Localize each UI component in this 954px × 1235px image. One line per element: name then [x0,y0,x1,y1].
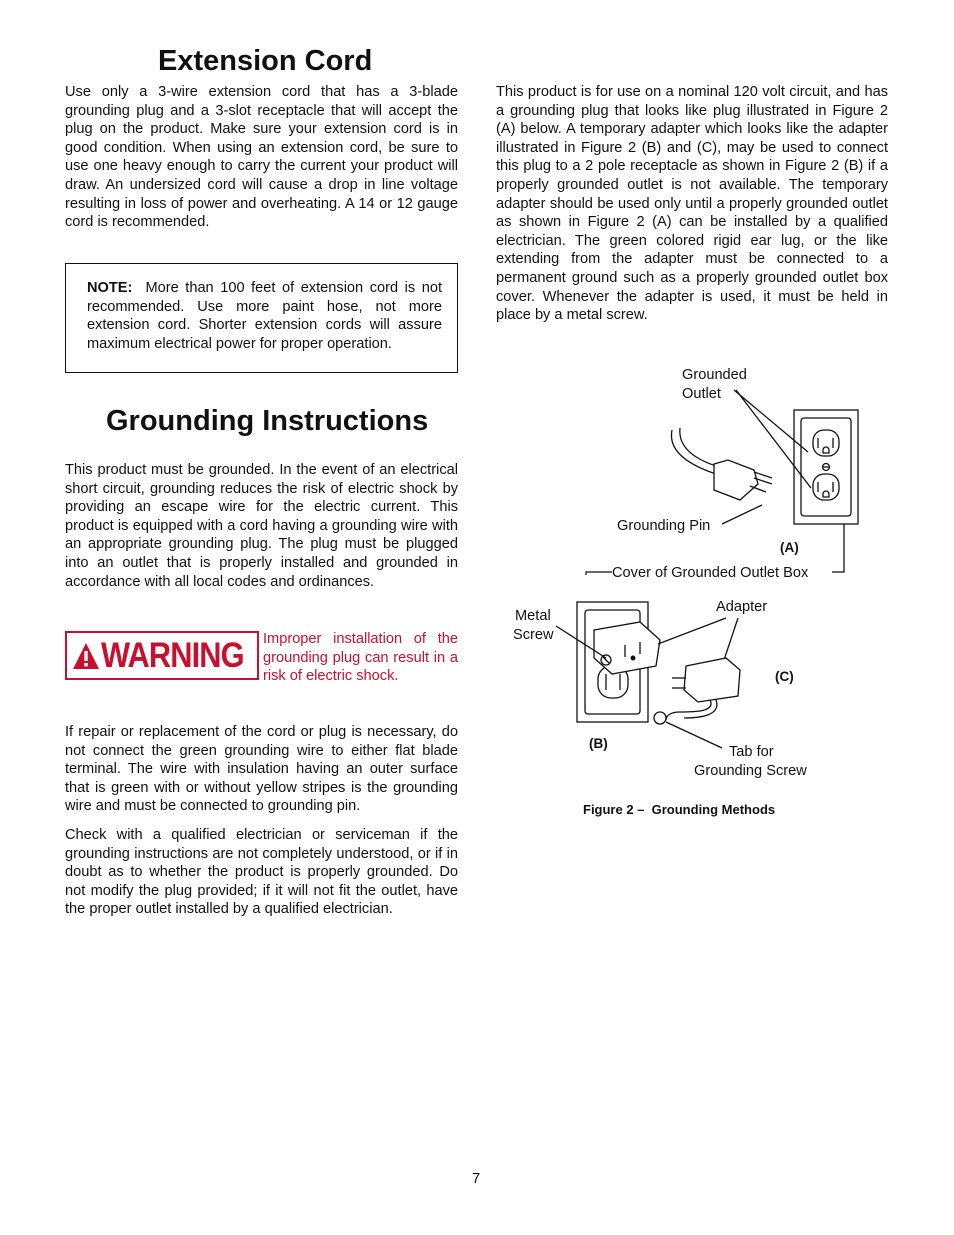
figure-caption: Figure 2 – Grounding Methods [583,802,776,817]
grounded-outlet-illustration [794,410,858,524]
grounding-methods-figure [490,360,910,830]
tag-a: (A) [780,540,799,555]
grounding-heading: Grounding Instructions [106,405,429,437]
label-screw: Screw [513,627,554,643]
warning-triangle-icon [71,640,101,672]
label-metal: Metal [515,608,551,624]
label-outlet: Outlet [682,386,721,402]
grounding-paragraph-3: Check with a qualified electrician or serviceman if the grounding instructions are not completely understood, or if in doubt as to whether the product is properly grounded. Do not modify the plug provided; if it will not fit the outlet, have the proper outlet installed by a qualified electrician. [65,827,458,918]
note-text-block [87,279,442,353]
grounding-paragraph-1: This product must be grounded. In the event of an electrical short circuit, grounding reduces the risk of electric shock by providing an escape wire for the electric current. This product is equipped with a cord having a grounding wire with an appropriate grounding plug. The plug must be plugged into an outlet that is properly installed and grounded in accordance with all local codes and ordinances. [65,462,458,590]
extension-cord-heading: Extension Cord [158,45,373,77]
page-number: 7 [472,1171,481,1187]
label-grounding-screw: Grounding Screw [694,763,807,779]
warning-label: WARNING [101,636,244,675]
note-label: NOTE: [87,280,133,296]
voltage-paragraph: This product is for use on a nominal 120 volt circuit, and has a grounding plug that looks like plug illustrated in Figure 2 (A) below. A temporary adapter which looks like the adapter illustrated in Figure 2 (B) and (C), may be used to connect this plug to a 2 pole receptacle as shown in Figure 2 (B) if a properly grounded outlet is not available. The temporary adapter should be used only until a properly grounded outlet as shown in Figure 2 (A) can be installed by a qualified electrician. The green colored rigid ear lug, or the like extending from the adapter must be connected to a permanent ground such as a properly grounded outlet box cover. Whenever the adapter is used, it must be held in place by a metal screw. [496,84,888,324]
adapter-illustration [654,658,740,724]
label-adapter: Adapter [716,599,768,615]
note-text: More than 100 feet of extension cord is not recommended. Use more paint hose, not more extension cord. Shorter extension cords will assure maximum electrical power for proper operation. [87,280,442,352]
grounding-paragraph-2: If repair or replacement of the cord or plug is necessary, do not connect the green grounding wire to either flat blade terminal. The wire with insulation having an outer surface that is green with or without yellow stripes is the grounding wire and must be connected to grounding pin. [65,724,458,815]
label-cover-of-grounded-outlet-box: Cover of Grounded Outlet Box [612,565,809,581]
label-grounding-pin: Grounding Pin [617,518,711,534]
two-pole-receptacle-illustration [577,602,660,722]
tag-c: (C) [775,669,794,684]
label-grounded: Grounded [682,367,747,383]
note-box [65,263,458,373]
extension-cord-paragraph: Use only a 3-wire extension cord that has a 3-blade grounding plug and a 3-slot receptacle that will accept the plug on the product. Make sure your extension cord is in good condition. When using an extension cord, be sure to use one heavy enough to carry the current your product will draw. An undersized cord will cause a drop in line voltage resulting in loss of power and overheating. A 14 or 12 gauge cord is recommended. [65,84,458,231]
warning-badge [65,631,259,680]
tag-b: (B) [589,736,608,751]
grounding-plug-illustration [671,428,772,500]
warning-text: Improper installation of the grounding plug can result in a risk of electric shock. [263,631,458,685]
label-tab-for: Tab for [729,744,774,760]
